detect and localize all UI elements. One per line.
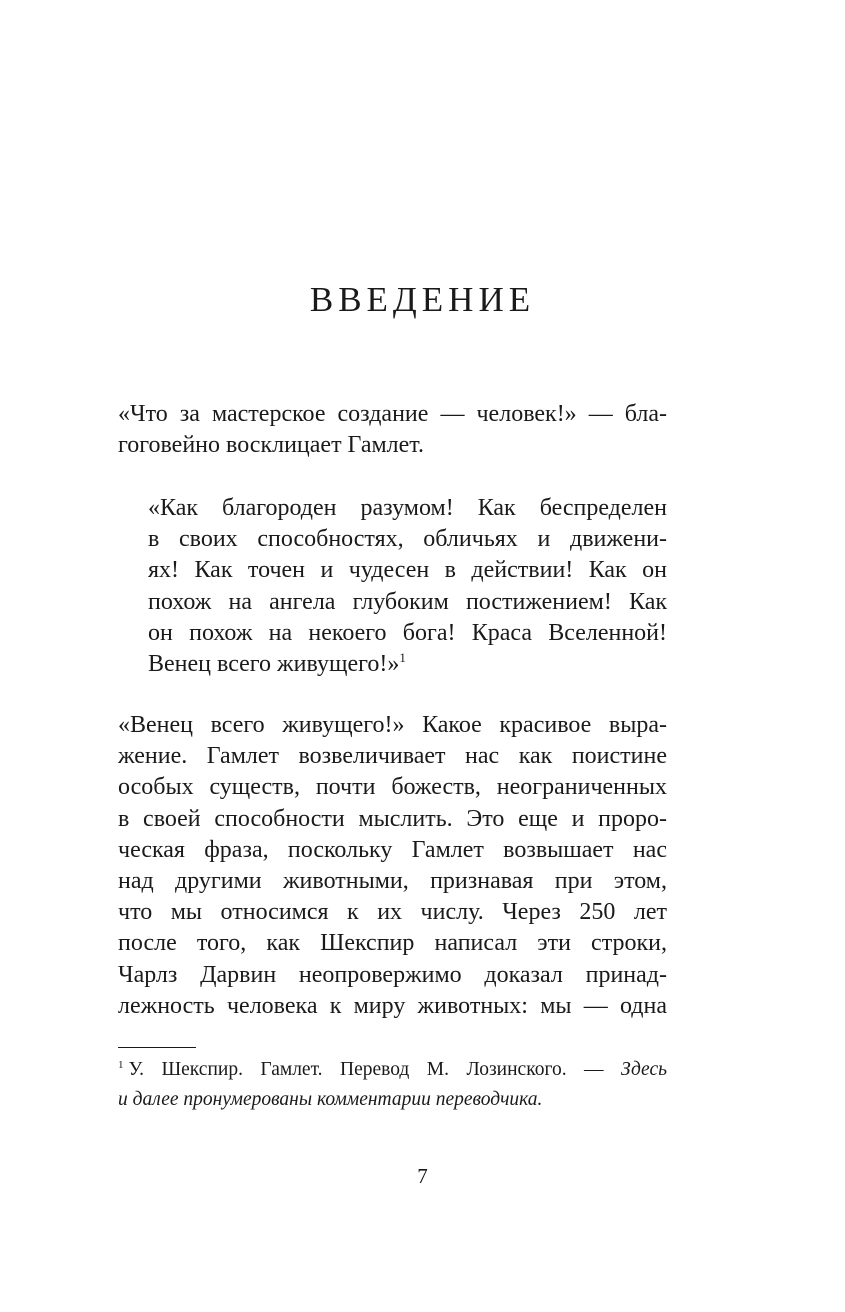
quote-line: похож на ангела глубоким постижением! Как: [148, 588, 667, 615]
text-line: лежность человека к миру животных: мы — одна: [118, 992, 667, 1019]
quote-line: «Как благороден разумом! Как беспределен: [148, 495, 667, 521]
quote-line: ях! Как точен и чудесен в действии! Как он: [148, 557, 667, 584]
text-line: Чарлз Дарвин неопровержимо доказал принад-: [118, 961, 667, 988]
footnote-line: [118, 1055, 667, 1085]
text-line: над другими животными, признавая при этом,: [118, 867, 667, 894]
text-line: ческая фраза, поскольку Гамлет возвышает нас: [118, 836, 667, 863]
text-line: после того, как Шекспир написал эти строки,: [118, 930, 667, 957]
footnote-note: и далее пронумерованы комментарии переводчика.: [118, 1089, 543, 1110]
footnote: [118, 1055, 667, 1115]
text-line: что мы относимся к их числу. Через 250 лет: [118, 899, 667, 926]
paragraph-intro: [118, 399, 667, 461]
quote-line: в своих способностях, обличьях и движени-: [148, 526, 667, 553]
footnote-reference[interactable]: 1: [399, 649, 406, 665]
hamlet-quote: [148, 493, 667, 680]
quote-line-text: Венец всего живущего!»: [148, 650, 400, 677]
quote-line: он похож на некоего бога! Краса Вселенной!: [148, 619, 667, 646]
footnote-source: У. Шекспир. Гамлет. Перевод М. Лозинского. —: [128, 1059, 604, 1080]
page-number: 7: [417, 1164, 428, 1188]
footnote-mark: 1: [118, 1058, 124, 1071]
footnote-note-start: Здесь: [621, 1059, 667, 1080]
footnote-divider: [118, 1047, 196, 1048]
paragraph-main: [118, 710, 667, 1022]
text-line: «Венец всего живущего!» Какое красивое выра-: [118, 712, 667, 738]
text-line: особых существ, почти божеств, неограниченных: [118, 774, 667, 801]
text-line: «Что за мастерское создание — человек!» — бла-: [118, 401, 667, 427]
quote-line-last: [148, 649, 667, 680]
text-line: жение. Гамлет возвеличивает нас как поистине: [118, 743, 667, 770]
text-line: гоговейно восклицает Гамлет.: [118, 432, 424, 459]
text-line: в своей способности мыслить. Это еще и проро-: [118, 805, 667, 832]
chapter-title: ВВЕДЕНИЕ: [309, 280, 536, 319]
